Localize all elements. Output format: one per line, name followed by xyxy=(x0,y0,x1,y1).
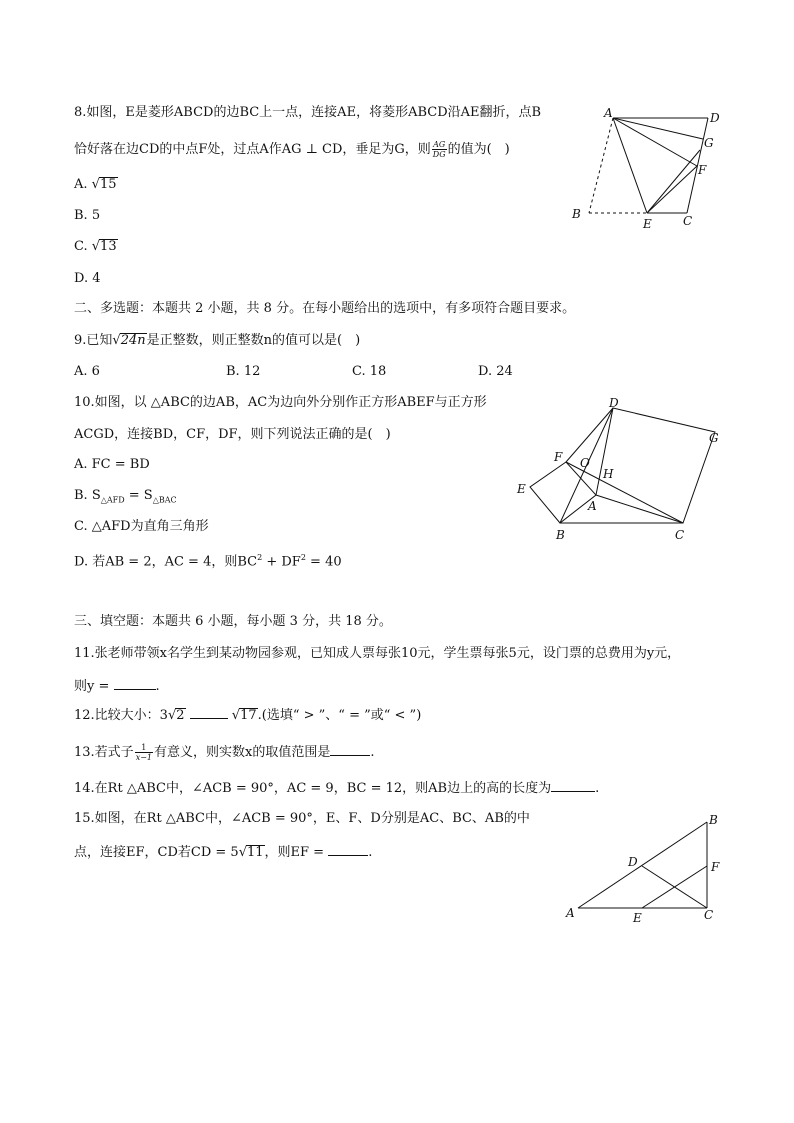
section2-heading: 二、多选题：本题共 2 小题，共 8 分。在每小题给出的选项中，有多项符合题目要求。 xyxy=(74,301,576,316)
q9-option-a: A. 6 xyxy=(74,364,100,379)
q8-fig-label-d: D xyxy=(710,111,720,125)
q13-fraction: $\frac{1}{x-1}$ xyxy=(135,743,152,762)
q8-figure xyxy=(560,100,730,235)
q9-stem: 9.已知√24n是正整数，则正整数n的值可以是( ) xyxy=(74,333,361,348)
q9-option-c: C. 18 xyxy=(352,364,387,379)
q11-answer-blank[interactable] xyxy=(114,677,156,690)
q15-fig-label-d: D xyxy=(628,855,638,869)
q8-line2 xyxy=(74,140,510,159)
q15-fig-label-a: A xyxy=(566,906,575,920)
q14-line: 14.在Rt △ABC中，∠ACB = 90°，AC = 9，BC = 12，则AB边上的高的长度为 . xyxy=(74,781,600,796)
q10-option-b: B. $S_{\triangle AFD} = S_{\triangle BAC}$ xyxy=(74,488,177,505)
q8-option-a: A. √15 xyxy=(74,177,117,192)
q8-fig-label-f: F xyxy=(698,163,707,177)
q15-fig-label-e: E xyxy=(633,911,642,925)
q8-line2-a: 恰好落在边CD的中点F处，过点A作AG ⊥ CD，垂足为G，则 xyxy=(74,142,431,157)
q10-option-a: A. FC = BD xyxy=(74,457,150,472)
q10-figure xyxy=(510,395,730,545)
q10-line2: ACGD，连接BD，CF，DF，则下列说法正确的是( ) xyxy=(74,427,391,442)
q8-option-b: B. 5 xyxy=(74,208,101,223)
q10-fig-label-a: A xyxy=(588,499,597,513)
q8-fraction: $\frac{AG}{DG}$ xyxy=(432,140,446,159)
q12-answer-blank[interactable] xyxy=(190,706,228,719)
q12-line: 12.比较大小：3√2 √17.(选填“ > ”、“ = ”或“ < ”) xyxy=(74,708,422,723)
q10-fig-label-h: H xyxy=(603,467,614,481)
q10-option-c: C. △AFD为直角三角形 xyxy=(74,519,209,534)
q10-fig-label-c: C xyxy=(675,528,685,542)
q10-line1: 10.如图，以 △ABC的边AB，AC为边向外分别作正方形ABEF与正方形 xyxy=(74,395,487,410)
q8-fig-label-b: B xyxy=(572,207,581,221)
q8-option-c: C. √13 xyxy=(74,239,117,254)
q15-figure xyxy=(560,808,730,930)
q8-option-d: D. 4 xyxy=(74,271,101,286)
q8-line2-b: 的值为( ) xyxy=(447,142,510,157)
q8-line1: 8.如图，E是菱形ABCD的边BC上一点，连接AE，将菱形ABCD沿AE翻折，点B xyxy=(74,105,542,120)
q10-fig-label-f: F xyxy=(554,450,563,464)
q10-fig-label-b: B xyxy=(556,528,565,542)
q13-line: 13.若式子 $\frac{1}{x-1}$ 有意义，则实数x的取值范围是 . xyxy=(74,743,375,762)
q9-option-d: D. 24 xyxy=(478,364,513,379)
q8-fig-label-g: G xyxy=(704,136,714,150)
q15-fig-label-c: C xyxy=(704,908,714,922)
q8-fig-label-a: A xyxy=(604,106,613,120)
q11-line1: 11.张老师带领x名学生到某动物园参观，已知成人票每张10元，学生票每张5元，设门票的总费用为y元， xyxy=(74,646,681,661)
q15-answer-blank[interactable] xyxy=(328,843,368,856)
q14-answer-blank[interactable] xyxy=(551,779,595,792)
q15-fig-label-f: F xyxy=(711,860,720,874)
q8-fig-label-c: C xyxy=(683,214,693,228)
q8-fig-label-e: E xyxy=(643,217,652,231)
q15-line1: 15.如图，在Rt △ABC中，∠ACB = 90°，E、F、D分别是AC、BC、AB的中 xyxy=(74,811,530,826)
q10-fig-label-e: E xyxy=(517,482,526,496)
q15-line2: 点，连接EF，CD若CD = 5√11，则EF = . xyxy=(74,845,373,860)
q10-fig-label-d: D xyxy=(609,396,619,410)
q10-fig-label-g: G xyxy=(709,431,719,445)
q9-option-b: B. 12 xyxy=(226,364,261,379)
section3-heading: 三、填空题：本题共 6 小题，每小题 3 分，共 18 分。 xyxy=(74,614,392,629)
q11-line2: 则y = . xyxy=(74,679,160,694)
q13-answer-blank[interactable] xyxy=(330,743,370,756)
q10-fig-label-o: O xyxy=(580,456,590,470)
q10-option-d: D. 若AB = 2，AC = 4，则$BC^2 + DF^2 = 40$ xyxy=(74,553,342,570)
q15-fig-label-b: B xyxy=(709,813,718,827)
